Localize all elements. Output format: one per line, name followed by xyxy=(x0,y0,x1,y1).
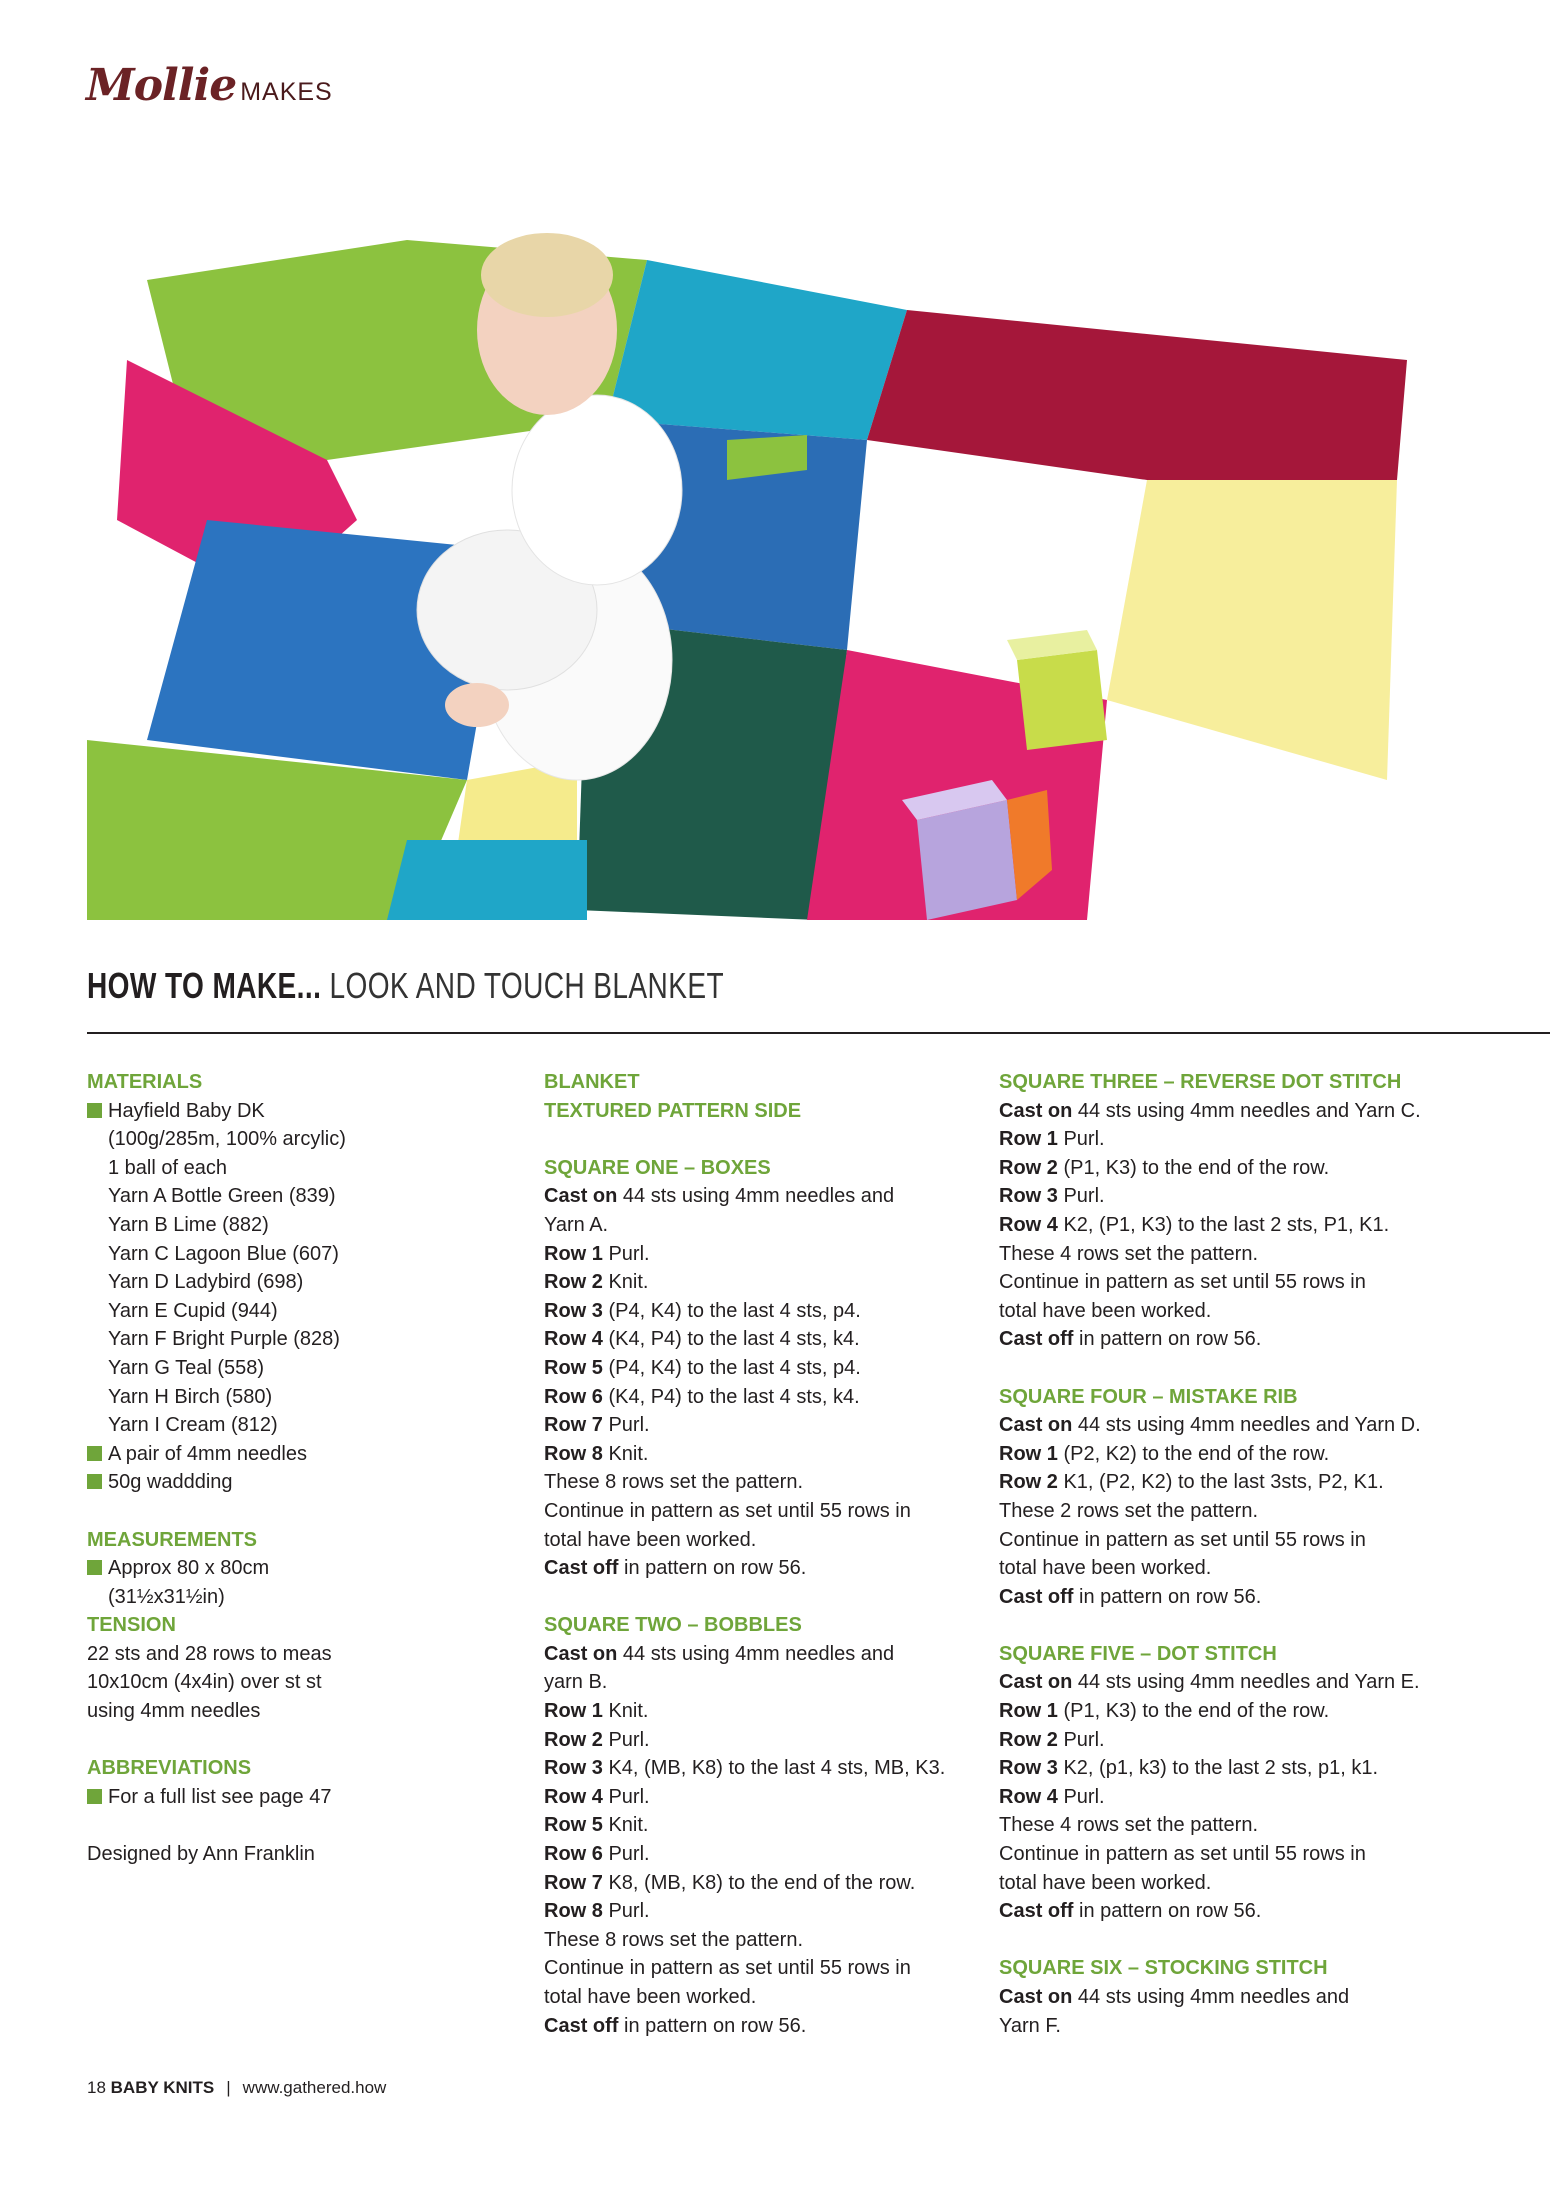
abbreviations-title: ABBREVIATIONS xyxy=(87,1757,252,1780)
instruction-text: total have been worked. xyxy=(999,1871,1212,1894)
square-five-instructions xyxy=(999,1668,1439,1925)
instruction-line xyxy=(544,1840,974,1869)
bullet-square-icon xyxy=(87,1103,102,1118)
textured-side-title: TEXTURED PATTERN SIDE xyxy=(544,1099,802,1122)
materials-detail: Yarn E Cupid (944) xyxy=(108,1299,278,1322)
instruction-line xyxy=(999,1869,1439,1898)
instruction-text: (P1, K3) to the end of the row. xyxy=(1057,1156,1330,1179)
instruction-keyword: Row 1 xyxy=(999,1442,1058,1465)
instruction-text: 44 sts using 4mm needles and Yarn C. xyxy=(1072,1099,1421,1122)
instruction-text: Continue in pattern as set until 55 rows in xyxy=(999,1528,1366,1551)
instruction-keyword: Row 2 xyxy=(999,1156,1058,1179)
instruction-keyword: Row 4 xyxy=(544,1785,603,1808)
instruction-text: in pattern on row 56. xyxy=(1073,1328,1262,1351)
instruction-text: Purl. xyxy=(602,1900,650,1923)
instruction-text: K4, (MB, K8) to the last 4 sts, MB, K3. xyxy=(602,1757,946,1780)
tension-line: 22 sts and 28 rows to meas xyxy=(87,1642,332,1665)
square-four-title: SQUARE FOUR – MISTAKE RIB xyxy=(999,1385,1298,1408)
materials-detail: (100g/285m, 100% arcylic) xyxy=(108,1128,346,1151)
materials-detail: Yarn I Cream (812) xyxy=(108,1414,278,1437)
instruction-text: Purl. xyxy=(1057,1128,1105,1151)
instruction-line xyxy=(544,1440,974,1469)
materials-detail: Yarn A Bottle Green (839) xyxy=(108,1185,336,1208)
instruction-line xyxy=(544,1897,974,1926)
instruction-line xyxy=(999,1897,1439,1926)
square-six-title: SQUARE SIX – STOCKING STITCH xyxy=(999,1957,1328,1980)
materials-item: A pair of 4mm needles xyxy=(87,1440,507,1469)
instruction-text: Purl. xyxy=(602,1414,650,1437)
designer-credit: Designed by Ann Franklin xyxy=(87,1843,315,1866)
instruction-line xyxy=(999,1125,1439,1154)
instruction-keyword: Row 1 xyxy=(544,1242,603,1265)
instruction-keyword: Row 8 xyxy=(544,1442,603,1465)
tension-line: using 4mm needles xyxy=(87,1700,261,1723)
instruction-line xyxy=(999,1211,1439,1240)
instruction-line xyxy=(999,1983,1439,2012)
square-two-title: SQUARE TWO – BOBBLES xyxy=(544,1614,802,1637)
instruction-keyword: Row 7 xyxy=(544,1414,603,1437)
instruction-line xyxy=(999,2012,1439,2041)
instruction-line xyxy=(544,1526,974,1555)
instruction-keyword: Cast on xyxy=(999,1671,1073,1694)
instruction-keyword: Cast off xyxy=(544,1557,619,1580)
instruction-text: K1, (P2, K2) to the last 3sts, P2, K1. xyxy=(1057,1471,1384,1494)
blanket-title: BLANKET xyxy=(544,1071,640,1093)
instruction-line xyxy=(999,1668,1439,1697)
column-materials xyxy=(87,1068,507,1869)
instruction-line xyxy=(544,1726,974,1755)
instruction-keyword: Cast on xyxy=(544,1185,618,1208)
instruction-line xyxy=(999,1182,1439,1211)
square-three-instructions xyxy=(999,1097,1439,1354)
instruction-line xyxy=(544,1468,974,1497)
instruction-keyword: Row 3 xyxy=(544,1757,603,1780)
instruction-text: Continue in pattern as set until 55 rows in xyxy=(544,1499,911,1522)
instruction-keyword: Cast on xyxy=(999,1986,1073,2008)
square-two-instructions xyxy=(544,1640,974,2040)
instruction-keyword: Row 2 xyxy=(999,1728,1058,1751)
instruction-keyword: Row 4 xyxy=(999,1213,1058,1236)
instruction-text: 44 sts using 4mm needles and Yarn E. xyxy=(1072,1671,1420,1694)
column-squares-1-2 xyxy=(544,1068,974,2040)
column-squares-3-6 xyxy=(999,1068,1439,2040)
instruction-line xyxy=(999,1240,1439,1269)
instruction-line xyxy=(544,1297,974,1326)
instruction-text: Yarn F. xyxy=(999,2014,1061,2037)
instruction-keyword: Row 7 xyxy=(544,1871,603,1894)
instruction-text: K2, (p1, k3) to the last 2 sts, p1, k1. xyxy=(1057,1757,1379,1780)
instruction-text: in pattern on row 56. xyxy=(618,1557,807,1580)
footer-separator: | xyxy=(226,2078,231,2097)
instruction-text: Knit. xyxy=(602,1442,649,1465)
square-three-title: SQUARE THREE – REVERSE DOT STITCH xyxy=(999,1071,1402,1093)
instruction-text: Purl. xyxy=(1057,1785,1105,1808)
instruction-keyword: Row 8 xyxy=(544,1900,603,1923)
instruction-text: Knit. xyxy=(602,1814,649,1837)
square-four-instructions xyxy=(999,1411,1439,1611)
instruction-keyword: Row 2 xyxy=(544,1728,603,1751)
heading-light: LOOK AND TOUCH BLANKET xyxy=(329,965,724,1006)
measurements-item: Approx 80 x 80cm xyxy=(87,1554,507,1583)
instruction-keyword: Cast off xyxy=(999,1585,1074,1608)
instruction-line xyxy=(999,1411,1439,1440)
tension-line: 10x10cm (4x4in) over st st xyxy=(87,1671,322,1694)
instruction-line xyxy=(544,1411,974,1440)
instruction-text: Continue in pattern as set until 55 rows in xyxy=(999,1271,1366,1294)
instruction-keyword: Row 1 xyxy=(999,1700,1058,1723)
footer-url: www.gathered.how xyxy=(242,2078,387,2097)
instruction-line xyxy=(999,1268,1439,1297)
instruction-keyword: Row 3 xyxy=(999,1185,1058,1208)
instruction-line xyxy=(999,1097,1439,1126)
instruction-keyword: Row 6 xyxy=(544,1843,603,1866)
materials-detail: Yarn F Bright Purple (828) xyxy=(108,1328,340,1351)
instruction-keyword: Cast off xyxy=(999,1900,1074,1923)
instruction-line xyxy=(544,1554,974,1583)
instruction-text: Knit. xyxy=(602,1271,649,1294)
instruction-text: in pattern on row 56. xyxy=(1073,1900,1262,1923)
instruction-text: Continue in pattern as set until 55 rows in xyxy=(544,1957,911,1980)
instruction-text: K2, (P1, K3) to the last 2 sts, P1, K1. xyxy=(1057,1213,1390,1236)
instruction-text: Purl. xyxy=(602,1843,650,1866)
instruction-text: Purl. xyxy=(602,1785,650,1808)
heading-rule xyxy=(87,1032,1550,1034)
instruction-line xyxy=(544,1268,974,1297)
instruction-line xyxy=(544,1954,974,1983)
instruction-keyword: Cast off xyxy=(999,1328,1074,1351)
instruction-line xyxy=(544,1354,974,1383)
bullet-square-icon xyxy=(87,1789,102,1804)
instruction-keyword: Row 4 xyxy=(999,1785,1058,1808)
instruction-text: (P4, K4) to the last 4 sts, p4. xyxy=(602,1356,861,1379)
materials-detail: Yarn H Birch (580) xyxy=(108,1385,273,1408)
instruction-keyword: Row 1 xyxy=(999,1128,1058,1151)
instruction-keyword: Row 1 xyxy=(544,1700,603,1723)
article-heading xyxy=(87,965,724,1007)
instruction-line xyxy=(999,1840,1439,1869)
instruction-text: These 4 rows set the pattern. xyxy=(999,1814,1259,1837)
instruction-line xyxy=(999,1811,1439,1840)
instruction-text: in pattern on row 56. xyxy=(618,2014,807,2037)
instruction-text: (P1, K3) to the end of the row. xyxy=(1057,1700,1330,1723)
square-one-title: SQUARE ONE – BOXES xyxy=(544,1156,771,1179)
magazine-name: BABY KNITS xyxy=(110,2078,215,2097)
instruction-line xyxy=(544,1783,974,1812)
instruction-line xyxy=(999,1554,1439,1583)
instruction-text: total have been worked. xyxy=(544,1528,757,1551)
bullet-square-icon xyxy=(87,1446,102,1461)
materials-item: Hayfield Baby DK xyxy=(87,1097,507,1126)
instruction-text: yarn B. xyxy=(544,1671,608,1694)
instruction-keyword: Cast on xyxy=(999,1099,1073,1122)
instruction-text: total have been worked. xyxy=(999,1557,1212,1580)
instruction-line xyxy=(999,1726,1439,1755)
square-five-title: SQUARE FIVE – DOT STITCH xyxy=(999,1642,1277,1665)
materials-title: MATERIALS xyxy=(87,1071,203,1093)
instruction-line xyxy=(544,1983,974,2012)
page-footer xyxy=(87,2078,386,2098)
tension-title: TENSION xyxy=(87,1614,176,1637)
instruction-line xyxy=(999,1297,1439,1326)
instruction-line xyxy=(999,1583,1439,1612)
bullet-square-icon xyxy=(87,1560,102,1575)
instruction-line xyxy=(544,2012,974,2041)
instruction-line xyxy=(544,1640,974,1669)
instruction-text: These 4 rows set the pattern. xyxy=(999,1242,1259,1265)
instruction-keyword: Row 3 xyxy=(544,1299,603,1322)
logo-caps: MAKES xyxy=(240,78,333,106)
instruction-text: 44 sts using 4mm needles and xyxy=(617,1185,895,1208)
page-number: 18 xyxy=(87,2078,106,2097)
instruction-text: in pattern on row 56. xyxy=(1073,1585,1262,1608)
instruction-text: These 8 rows set the pattern. xyxy=(544,1471,804,1494)
instruction-line xyxy=(999,1468,1439,1497)
instruction-keyword: Row 6 xyxy=(544,1385,603,1408)
measurements-detail: (31½x31½in) xyxy=(108,1585,225,1608)
instruction-line xyxy=(544,1211,974,1240)
instruction-keyword: Row 5 xyxy=(544,1356,603,1379)
bullet-square-icon xyxy=(87,1474,102,1489)
heading-bold: HOW TO MAKE... xyxy=(87,965,322,1006)
measurements-title: MEASUREMENTS xyxy=(87,1528,258,1551)
instruction-keyword: Row 3 xyxy=(999,1757,1058,1780)
instruction-text: K8, (MB, K8) to the end of the row. xyxy=(602,1871,916,1894)
instruction-line xyxy=(544,1240,974,1269)
square-six-instructions xyxy=(999,1983,1439,2040)
materials-detail: 1 ball of each xyxy=(108,1156,227,1179)
instruction-line xyxy=(999,1697,1439,1726)
instruction-line xyxy=(999,1154,1439,1183)
instruction-line xyxy=(999,1754,1439,1783)
instruction-line xyxy=(544,1869,974,1898)
instruction-text: Purl. xyxy=(602,1242,650,1265)
instruction-line xyxy=(999,1526,1439,1555)
instruction-text: Purl. xyxy=(1057,1728,1105,1751)
logo-script: Mollie xyxy=(86,60,237,111)
instruction-text: (K4, P4) to the last 4 sts, k4. xyxy=(602,1328,860,1351)
instruction-text: These 8 rows set the pattern. xyxy=(544,1928,804,1951)
instruction-text: 44 sts using 4mm needles and xyxy=(617,1642,895,1665)
instruction-text: Purl. xyxy=(602,1728,650,1751)
instruction-line xyxy=(999,1325,1439,1354)
mollie-makes-logo xyxy=(86,60,333,111)
instruction-text: Yarn A. xyxy=(544,1213,609,1236)
instruction-text: These 2 rows set the pattern. xyxy=(999,1499,1259,1522)
instruction-text: (P4, K4) to the last 4 sts, p4. xyxy=(602,1299,861,1322)
instruction-text: Purl. xyxy=(1057,1185,1105,1208)
instruction-keyword: Cast on xyxy=(999,1414,1073,1437)
materials-detail: Yarn C Lagoon Blue (607) xyxy=(108,1242,339,1265)
instruction-line xyxy=(544,1811,974,1840)
instruction-keyword: Row 2 xyxy=(999,1471,1058,1494)
instruction-line xyxy=(999,1783,1439,1812)
instruction-line xyxy=(544,1697,974,1726)
instruction-line xyxy=(544,1325,974,1354)
instruction-line xyxy=(999,1440,1439,1469)
instruction-text: Continue in pattern as set until 55 rows in xyxy=(999,1843,1366,1866)
instruction-keyword: Row 5 xyxy=(544,1814,603,1837)
instruction-text: total have been worked. xyxy=(544,1986,757,2008)
materials-detail: Yarn G Teal (558) xyxy=(108,1356,265,1379)
instruction-line xyxy=(544,1754,974,1783)
instruction-keyword: Row 2 xyxy=(544,1271,603,1294)
materials-detail: Yarn B Lime (882) xyxy=(108,1213,269,1236)
instruction-text: 44 sts using 4mm needles and xyxy=(1072,1986,1350,2008)
instruction-text: 44 sts using 4mm needles and Yarn D. xyxy=(1072,1414,1421,1437)
instruction-line xyxy=(544,1182,974,1211)
instruction-line xyxy=(999,1497,1439,1526)
instruction-keyword: Cast on xyxy=(544,1642,618,1665)
instruction-line xyxy=(544,1383,974,1412)
blanket-photo xyxy=(87,220,1417,920)
instruction-line xyxy=(544,1497,974,1526)
instruction-text: total have been worked. xyxy=(999,1299,1212,1322)
instruction-keyword: Row 4 xyxy=(544,1328,603,1351)
instruction-text: (P2, K2) to the end of the row. xyxy=(1057,1442,1330,1465)
materials-detail: Yarn D Ladybird (698) xyxy=(108,1271,304,1294)
abbreviations-item: For a full list see page 47 xyxy=(87,1783,507,1812)
instruction-text: Knit. xyxy=(602,1700,649,1723)
instruction-keyword: Cast off xyxy=(544,2014,619,2037)
instruction-line xyxy=(544,1668,974,1697)
instruction-text: (K4, P4) to the last 4 sts, k4. xyxy=(602,1385,860,1408)
instruction-line xyxy=(544,1926,974,1955)
materials-item: 50g waddding xyxy=(87,1468,507,1497)
square-one-instructions xyxy=(544,1182,974,1582)
